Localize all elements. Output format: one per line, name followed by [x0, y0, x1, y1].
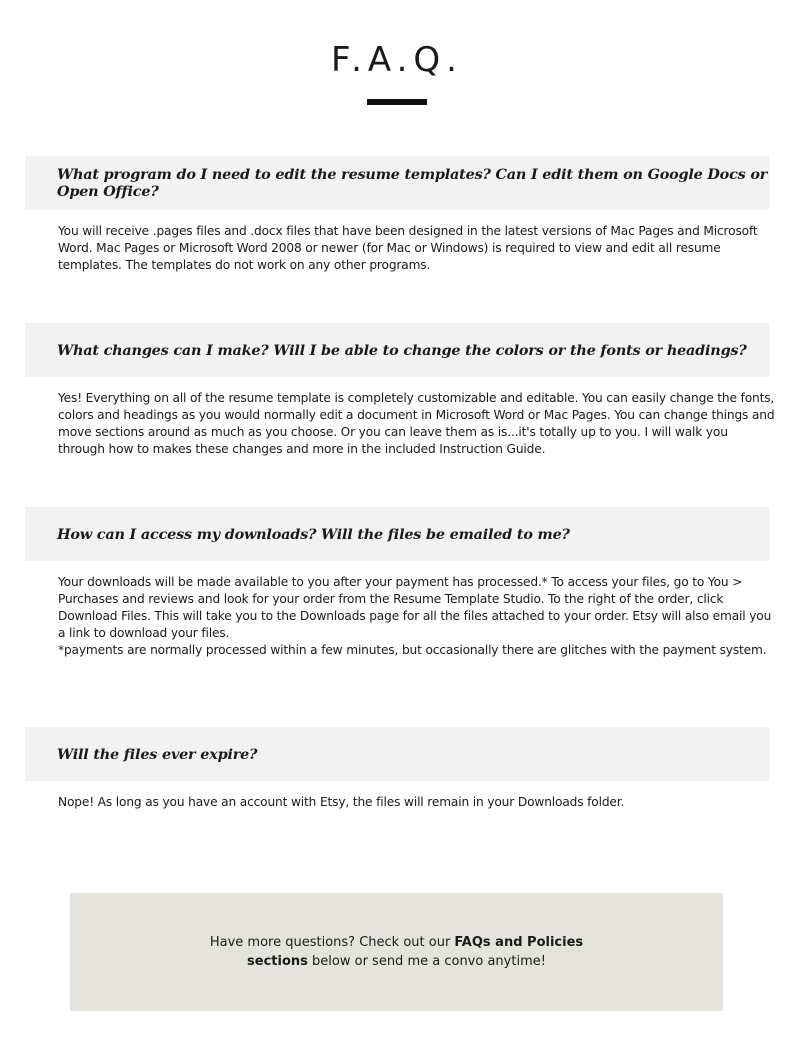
faq-question-4	[25, 727, 769, 781]
faq-answer-paragraph: Yes! Everything on all of the resume template is completely customizable and editable. You can easily change the fonts, colors and headings as you would normally edit a document in Microsoft Word or Mac Pages. You can change things and move sections around as much as you choose. Or you can leave them as is...it's totally up to you. I will walk you through how to makes these changes and more in the included Instruction Guide.	[58, 391, 775, 456]
faqs-policies-link: FAQs and Policies sections	[247, 935, 584, 969]
faq-answer-2	[58, 390, 778, 458]
cta-text-after: below or send me a convo anytime!	[307, 954, 546, 969]
faq-answer-4	[58, 794, 778, 811]
faq-answer-3	[58, 574, 778, 659]
faq-question-2	[25, 323, 769, 377]
faq-question-text: What program do I need to edit the resume templates? Can I edit them on Google Docs or Open Office?	[57, 166, 768, 200]
cta-text-before: Have more questions? Check out our	[209, 935, 455, 950]
faq-answer-paragraph: Your downloads will be made available to you after your payment has processed.* To access your files, go to You > Purchases and reviews and look for your order from the Resume Template Studio. To the right of the order, click Download Files. This will take you to the Downloads page for all the files attached to your order. Etsy will also email you a link to download your files.	[58, 575, 772, 640]
faq-answer-paragraph: Nope! As long as you have an account with Etsy, the files will remain in your Downloads folder.	[58, 795, 625, 809]
faq-question-text: What changes can I make? Will I be able to change the colors or the fonts or headings?	[57, 341, 747, 359]
faq-question-text: Will the files ever expire?	[57, 745, 258, 763]
page-title: F.A.Q.	[331, 40, 463, 80]
more-questions-box	[70, 893, 723, 1011]
faq-answer-1	[58, 223, 778, 274]
title-underline	[367, 99, 427, 105]
faq-question-text: How can I access my downloads? Will the files be emailed to me?	[57, 525, 570, 543]
more-questions-text	[197, 933, 597, 971]
faq-answer-paragraph: You will receive .pages files and .docx files that have been designed in the latest versions of Mac Pages and Microsoft Word. Mac Pages or Microsoft Word 2008 or newer (for Mac or Windows) is required to view and edit all resume templates. The templates do not work on any other programs.	[58, 224, 758, 272]
faq-answer-footnote: *payments are normally processed within a few minutes, but occasionally there are glitches with the payment system.	[58, 643, 767, 657]
faq-question-1	[25, 156, 769, 210]
faq-question-3	[25, 507, 769, 561]
